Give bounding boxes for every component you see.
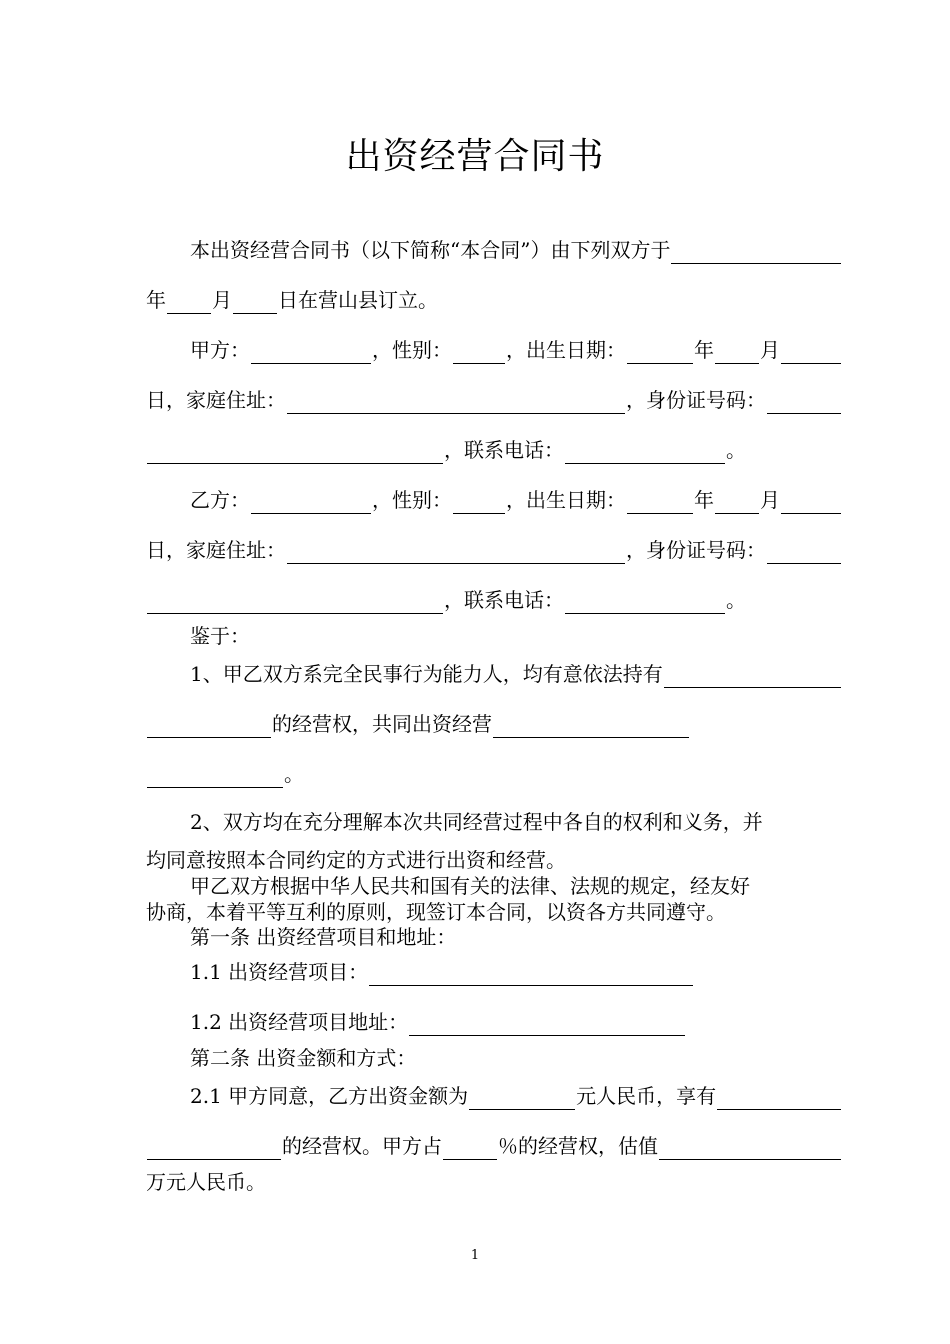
share-blank-cont[interactable] [147, 1137, 281, 1160]
party-a-gender-blank[interactable] [453, 341, 505, 364]
project-blank[interactable] [369, 963, 693, 986]
percent-blank[interactable] [443, 1137, 497, 1160]
project-address-blank[interactable] [409, 1013, 685, 1036]
party-a-line-1: 甲方： ，性别： ，出生日期： 年 月 [190, 336, 842, 364]
clause-2-line-1: 2、双方均在充分理解本次共同经营过程中各自的权利和义务，并 [190, 810, 763, 834]
article-2-item-1-line-1: 2.1 甲方同意，乙方出资金额为 元人民币，享有 [190, 1082, 842, 1110]
clause-1-holding-blank-cont[interactable] [147, 715, 271, 738]
party-a-line-2: 日，家庭住址： ，身份证号码： [146, 386, 842, 414]
party-b-id-blank-cont[interactable] [147, 591, 443, 614]
document-title: 出资经营合同书 [345, 136, 605, 177]
party-b-address-blank[interactable] [287, 541, 625, 564]
day-blank[interactable] [233, 291, 277, 314]
party-b-phone-blank[interactable] [565, 591, 725, 614]
clause-2-line-2: 均同意按照本合同约定的方式进行出资和经营。 [146, 848, 566, 872]
clause-1-business-blank-cont[interactable] [147, 765, 283, 788]
whereas-heading: 鉴于： [190, 624, 250, 648]
party-a-id-blank[interactable] [767, 391, 841, 414]
clause-1-line-3: 。 [146, 760, 842, 788]
article-2-item-1-line-2: 的经营权。甲方占 ％的经营权，估值 [146, 1132, 842, 1160]
article-2-item-1-line-3: 万元人民币。 [146, 1170, 266, 1194]
party-b-birth-month-blank[interactable] [715, 491, 759, 514]
party-a-line-3: ，联系电话： 。 [146, 436, 842, 464]
party-b-line-3: ，联系电话： 。 [146, 586, 842, 614]
article-1-heading: 第一条 出资经营项目和地址： [190, 925, 457, 949]
article-2-heading: 第二条 出资金额和方式： [190, 1046, 417, 1070]
date-blank[interactable] [671, 241, 841, 264]
article-1-item-2: 1.2 出资经营项目地址： [190, 1008, 842, 1036]
article-1-item-1: 1.1 出资经营项目： [190, 958, 842, 986]
party-b-gender-blank[interactable] [453, 491, 505, 514]
party-b-id-blank[interactable] [767, 541, 841, 564]
party-a-phone-blank[interactable] [565, 441, 725, 464]
party-b-line-2: 日，家庭住址： ，身份证号码： [146, 536, 842, 564]
month-blank[interactable] [167, 291, 211, 314]
intro-line-2: 年 月 日在营山县订立。 [146, 288, 438, 312]
party-b-name-blank[interactable] [251, 491, 371, 514]
basis-line-2: 协商，本着平等互利的原则，现签订本合同，以资各方共同遵守。 [146, 900, 726, 924]
party-a-birth-month-blank[interactable] [715, 341, 759, 364]
clause-1-line-2: 的经营权，共同出资经营 [146, 710, 842, 738]
party-a-id-blank-cont[interactable] [147, 441, 443, 464]
investment-amount-blank[interactable] [469, 1087, 575, 1110]
clause-1-business-blank[interactable] [493, 715, 689, 738]
party-a-name-blank[interactable] [251, 341, 371, 364]
party-b-birth-day-blank[interactable] [781, 491, 841, 514]
party-a-address-blank[interactable] [287, 391, 625, 414]
party-a-birth-year-blank[interactable] [627, 341, 693, 364]
party-a-birth-day-blank[interactable] [781, 341, 841, 364]
basis-line-1: 甲乙双方根据中华人民共和国有关的法律、法规的规定，经友好 [190, 874, 750, 898]
clause-1-line-1: 1、甲乙双方系完全民事行为能力人，均有意依法持有 [190, 660, 842, 688]
page-number: 1 [470, 1248, 480, 1263]
party-b-birth-year-blank[interactable] [627, 491, 693, 514]
share-blank[interactable] [717, 1087, 841, 1110]
valuation-blank[interactable] [659, 1137, 841, 1160]
intro-line-1: 本出资经营合同书（以下简称“本合同”）由下列双方于 [190, 236, 842, 264]
clause-1-holding-blank[interactable] [664, 665, 841, 688]
party-b-line-1: 乙方： ，性别： ，出生日期： 年 月 [190, 486, 842, 514]
